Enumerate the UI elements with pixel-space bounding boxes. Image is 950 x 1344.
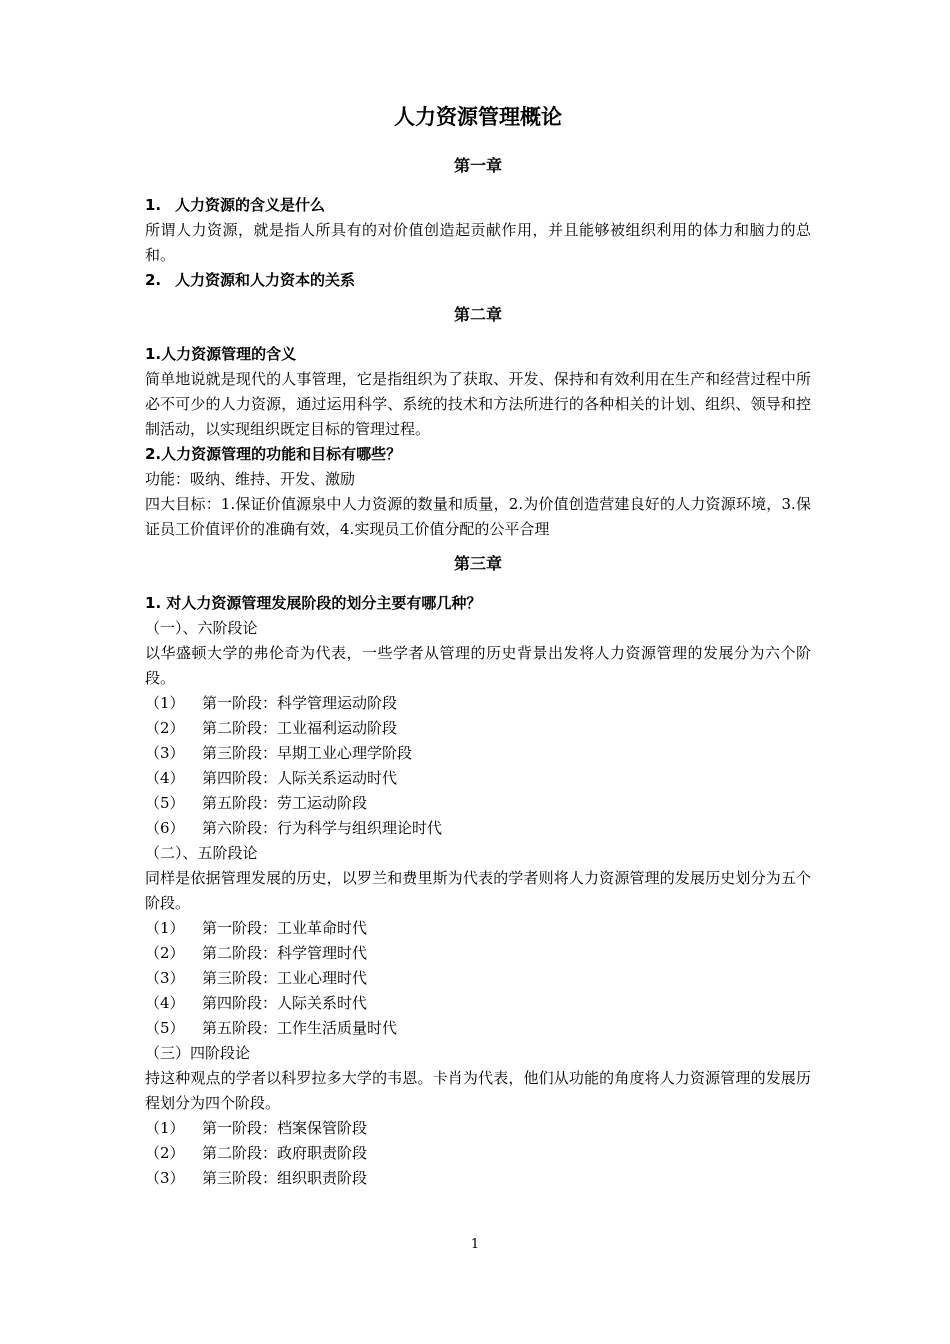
chapter-2-answer-1: 简单地说就是现代的人事管理，它是指组织为了获取、开发、保持和有效利用在生产和经营过程中所必不可少的人力资源，通过运用科学、系统的技术和方法所进行的各种相关的计划、组织、领导和控制活动，以实现组织既定目标的管理过程。	[145, 370, 811, 438]
six-stage-label: （一）、六阶段论	[145, 619, 258, 637]
list-text: 第五阶段：劳工运动阶段	[202, 794, 368, 812]
chapter-1-question-1	[145, 193, 811, 218]
chapter-2-question-2: 2.人力资源管理的功能和目标有哪些？	[145, 445, 402, 463]
list-marker: （1）	[145, 1119, 185, 1137]
question-number: 2.	[145, 271, 162, 289]
list-item	[145, 1141, 811, 1166]
list-marker: （5）	[145, 1019, 185, 1037]
six-stage-description: 以华盛顿大学的弗伦奇为代表，一些学者从管理的历史背景出发将人力资源管理的发展分为六个阶段。	[145, 644, 811, 687]
list-text: 第二阶段：科学管理时代	[202, 944, 368, 962]
list-text: 第三阶段：组织职责阶段	[202, 1169, 368, 1187]
question-text: 人力资源和人力资本的关系	[175, 271, 356, 289]
list-text: 第二阶段：政府职责阶段	[202, 1144, 368, 1162]
chapter-2-functions: 功能：吸纳、维持、开发、激励	[145, 470, 356, 488]
page-content	[145, 100, 811, 1191]
list-marker: （3）	[145, 744, 185, 762]
five-stage-description: 同样是依据管理发展的历史，以罗兰和费里斯为代表的学者则将人力资源管理的发展历史划分为五个阶段。	[145, 869, 811, 912]
question-text: 人力资源的含义是什么	[175, 196, 326, 214]
chapter-2-question-1: 1.人力资源管理的含义	[145, 345, 297, 363]
four-stage-description: 持这种观点的学者以科罗拉多大学的韦恩。卡肖为代表，他们从功能的角度将人力资源管理的发展历程划分为四个阶段。	[145, 1069, 811, 1112]
chapter-2-goals: 四大目标：1.保证价值源泉中人力资源的数量和质量，2.为价值创造营建良好的人力资源环境，3.保证员工价值评价的准确有效，4.实现员工价值分配的公平合理	[145, 495, 811, 538]
chapter-1-answer-1: 所谓人力资源，就是指人所具有的对价值创造起贡献作用，并且能够被组织利用的体力和脑力的总和。	[145, 221, 811, 264]
list-item	[145, 716, 811, 741]
list-item	[145, 941, 811, 966]
list-item	[145, 816, 811, 841]
list-text: 第六阶段：行为科学与组织理论时代	[202, 819, 443, 837]
list-marker: （2）	[145, 719, 185, 737]
list-text: 第四阶段：人际关系运动时代	[202, 769, 398, 787]
list-text: 第一阶段：工业革命时代	[202, 919, 368, 937]
page-number: 1	[470, 1237, 480, 1252]
list-text: 第二阶段：工业福利运动阶段	[202, 719, 398, 737]
list-item	[145, 1166, 811, 1191]
list-text: 第一阶段：科学管理运动阶段	[202, 694, 398, 712]
list-marker: （3）	[145, 1169, 185, 1187]
list-item	[145, 1116, 811, 1141]
list-marker: （1）	[145, 694, 185, 712]
list-marker: （1）	[145, 919, 185, 937]
chapter-3-heading: 第三章	[453, 554, 502, 573]
four-stage-label: （三）四阶段论	[145, 1044, 251, 1062]
list-marker: （4）	[145, 994, 185, 1012]
list-item	[145, 991, 811, 1016]
question-number: 1	[145, 594, 156, 612]
chapter-1-question-2	[145, 268, 811, 293]
list-marker: （4）	[145, 769, 185, 787]
list-item	[145, 916, 811, 941]
list-item	[145, 791, 811, 816]
question-text: . 对人力资源管理发展阶段的划分主要有哪几种？	[155, 594, 482, 612]
question-number: 1.	[145, 196, 162, 214]
list-item	[145, 966, 811, 991]
list-text: 第五阶段：工作生活质量时代	[202, 1019, 398, 1037]
list-item	[145, 1016, 811, 1041]
list-marker: （6）	[145, 819, 185, 837]
list-text: 第四阶段：人际关系时代	[202, 994, 368, 1012]
list-marker: （3）	[145, 969, 185, 987]
list-item	[145, 741, 811, 766]
list-text: 第三阶段：工业心理时代	[202, 969, 368, 987]
list-marker: （5）	[145, 794, 185, 812]
chapter-1-heading: 第一章	[453, 156, 502, 175]
list-item	[145, 766, 811, 791]
list-text: 第三阶段：早期工业心理学阶段	[202, 744, 413, 762]
chapter-3-question-1	[145, 591, 811, 616]
list-text: 第一阶段：档案保管阶段	[202, 1119, 368, 1137]
five-stage-label: （二）、五阶段论	[145, 844, 258, 862]
list-marker: （2）	[145, 944, 185, 962]
chapter-2-heading: 第二章	[453, 305, 502, 324]
document-title: 人力资源管理概论	[394, 105, 562, 129]
list-item	[145, 691, 811, 716]
list-marker: （2）	[145, 1144, 185, 1162]
